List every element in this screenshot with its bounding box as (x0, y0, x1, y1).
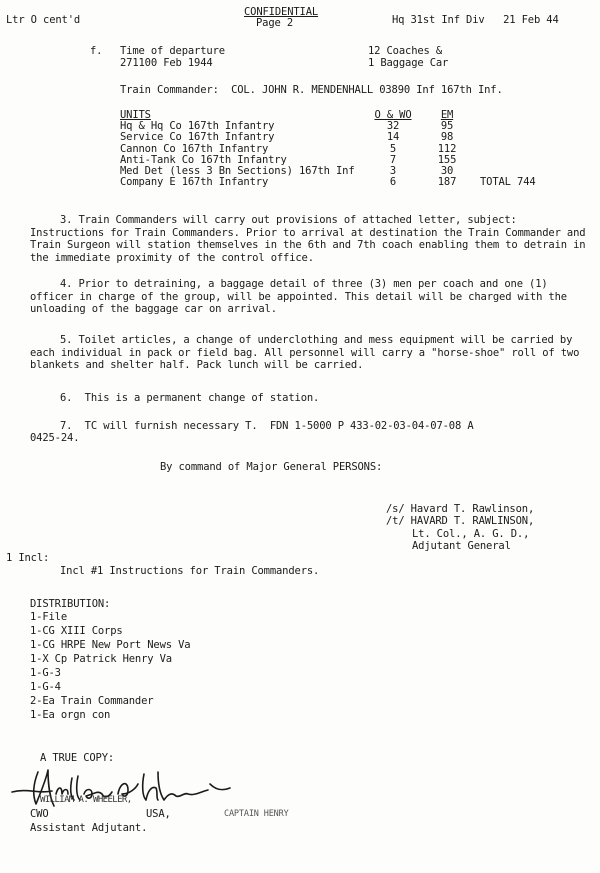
total-cell: TOTAL 744 (480, 176, 536, 189)
officers-cell: 32 (386, 120, 400, 133)
officers-cell: 14 (386, 131, 400, 144)
unit-cell: Service Co 167th Infantry (120, 131, 275, 144)
table-row (120, 132, 536, 143)
paragraph-3 (30, 214, 586, 264)
enlisted-cell: 95 (440, 120, 454, 133)
classification-marking: CONFIDENTIAL (244, 6, 319, 18)
signature-line-3: Lt. Col., A. G. D., (412, 528, 530, 540)
signature-line-1: /s/ Havard T. Rawlinson, (386, 503, 535, 515)
distribution-item: 1-CG XIII Corps (30, 625, 123, 637)
paragraph-4-text: 4. Prior to detraining, a baggage detail of three (3) men per coach and one (1) officer in charge of the group, will be appointed. This detail will be charged with the unloading of the baggage car on arrival. (30, 278, 567, 315)
unit-cell: Med Det (less 3 Bn Sections) 167th Inf (120, 165, 355, 178)
distribution-item: 1-G-3 (30, 667, 61, 679)
departure-letter: f. (90, 45, 103, 57)
unit-cell: Cannon Co 167th Infantry (120, 142, 269, 155)
distribution-item: 1-File (30, 611, 68, 623)
paragraph-5 (30, 334, 586, 372)
inclosure-item: Incl #1 Instructions for Train Commanders. (60, 565, 320, 577)
paragraph-6: 6. This is a permanent change of station. (60, 392, 320, 404)
distribution-item: 1-X Cp Patrick Henry Va (30, 653, 172, 665)
rank-right: CAPTAIN HENRY (224, 809, 289, 819)
distribution-item: 1-Ea orgn con (30, 709, 111, 721)
total-cell (470, 155, 536, 166)
paragraph-7-line-1: 7. TC will furnish necessary T. FDN 1-5000 P 433-02-03-04-07-08 A (60, 420, 474, 432)
paragraph-4 (30, 278, 586, 316)
officers-cell: 7 (389, 153, 397, 166)
table-row (120, 177, 536, 188)
total-header (470, 110, 536, 121)
distribution-item: 2-Ea Train Commander (30, 695, 154, 707)
page-number: Page 2 (256, 17, 294, 29)
equipment-coaches: 12 Coaches & (368, 45, 443, 57)
paragraph-7-line-2: 0425-24. (30, 432, 80, 444)
units-table (120, 110, 536, 188)
officers-header: O & WO (374, 109, 412, 121)
command-line: By command of Major General PERSONS: (160, 461, 383, 473)
train-commander: Train Commander: COL. JOHN R. MENDENHALL 03890 Inf 167th Inf. (120, 84, 503, 96)
rank-left: CWO (30, 808, 49, 820)
departure-label: Time of departure (120, 45, 225, 57)
enlisted-cell: 30 (440, 165, 454, 178)
distribution-item: 1-CG HRPE New Port News Va (30, 639, 191, 651)
units-header: UNITS (120, 109, 151, 121)
letter-reference: Ltr O cent'd (6, 14, 81, 26)
distribution-item: 1-G-4 (30, 681, 61, 693)
paragraph-3-text: 3. Train Commanders will carry out provisions of attached letter, subject: Instructions for Train Commanders. Prior to arrival at destination the Train Commander and Train Surgeon will station themselves in the 6th and 7th coach enabling them to detrain in the immediate proximity of the control office. (30, 214, 586, 264)
enlisted-cell: 112 (437, 142, 457, 155)
enlisted-cell: 187 (437, 176, 457, 189)
unit-cell: Company E 167th Infantry (120, 176, 269, 189)
departure-value: 271100 Feb 1944 (120, 57, 213, 69)
true-copy-label: A TRUE COPY: (40, 752, 115, 764)
enlisted-cell: 155 (437, 153, 457, 166)
header-unit-date: Hq 31st Inf Div 21 Feb 44 (392, 14, 559, 26)
total-cell (470, 144, 536, 155)
officers-cell: 3 (389, 165, 397, 178)
signature-line-4: Adjutant General (412, 540, 511, 552)
enlisted-cell: 98 (440, 131, 454, 144)
unit-cell: Anti-Tank Co 167th Infantry (120, 153, 287, 166)
unit-cell: Hq & Hq Co 167th Infantry (120, 120, 275, 133)
officers-cell: 5 (389, 142, 397, 155)
typed-name: WILLIAM A. WHEELER, (40, 795, 132, 805)
officers-cell: 6 (389, 176, 397, 189)
enlisted-header: EM (440, 109, 454, 121)
assistant-adjutant-title: Assistant Adjutant. (30, 822, 148, 834)
distribution-title: DISTRIBUTION: (30, 598, 111, 610)
inclosure-count: 1 Incl: (6, 552, 50, 564)
equipment-baggage: 1 Baggage Car (368, 57, 449, 69)
total-cell (470, 132, 536, 143)
rank-mid: USA, (146, 808, 171, 820)
total-cell (470, 121, 536, 132)
signature-line-2: /t/ HAVARD T. RAWLINSON, (386, 515, 535, 527)
paragraph-5-text: 5. Toilet articles, a change of underclothing and mess equipment will be carried by each individual in pack or field bag. All personnel will carry a "horse-shoe" roll of two blankets and shelter half. Pack lunch will be carried. (30, 334, 580, 371)
